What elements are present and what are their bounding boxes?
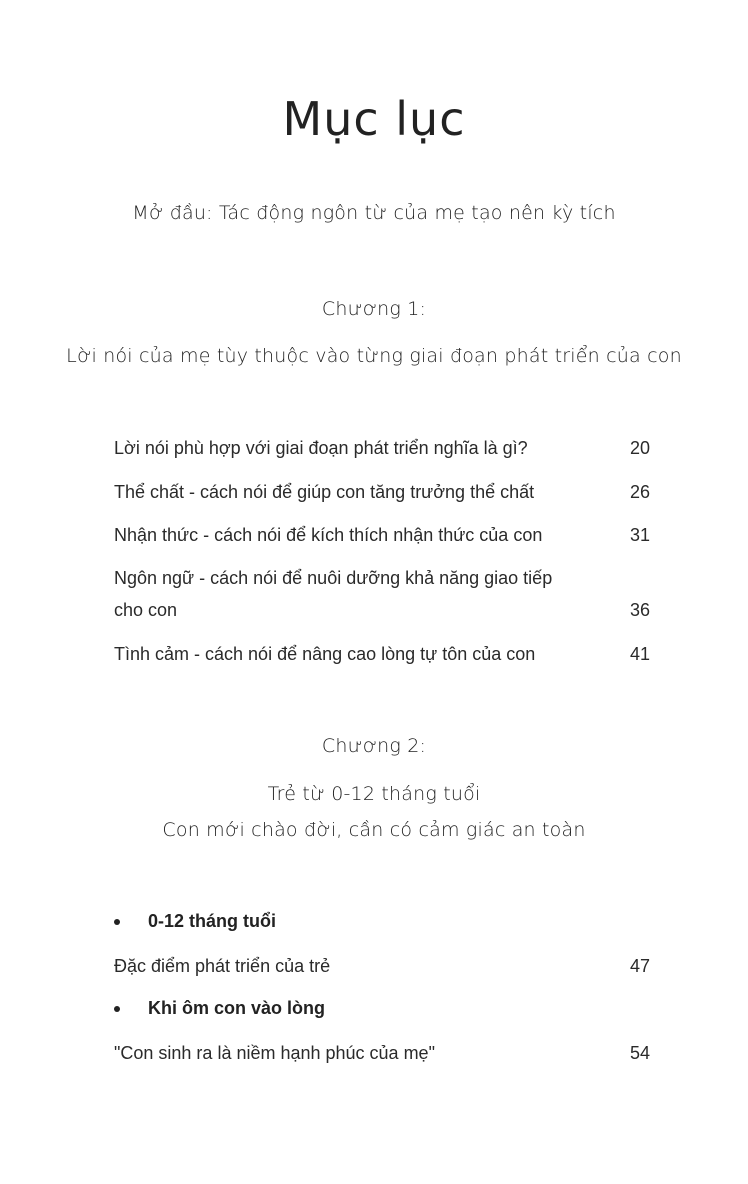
toc-entry-page: 47 (629, 956, 650, 976)
chapter1-label: Chương 1: (321, 298, 427, 320)
toc-entry[interactable] (114, 432, 650, 464)
section-heading-text: 0-12 tháng tuổi (148, 911, 277, 931)
toc-entry[interactable] (114, 476, 650, 508)
bullet-icon (114, 1006, 120, 1012)
toc-entry[interactable] (114, 950, 650, 982)
page-title: Mục lục (282, 92, 466, 146)
toc-entry-page: 26 (629, 482, 650, 502)
toc-entry-text-line2: cho con (114, 600, 178, 620)
toc-entry-page: 20 (629, 438, 650, 458)
toc-entry[interactable] (114, 638, 650, 670)
section-heading (114, 911, 276, 932)
chapter2-label: Chương 2: (321, 735, 427, 757)
toc-entry[interactable] (114, 562, 650, 626)
toc-entry-text-line1: Ngôn ngữ - cách nói để nuôi dưỡng khả năng giao tiếp (114, 568, 553, 588)
chapter1-subtitle: Lời nói của mẹ tùy thuộc vào từng giai đoạn phát triển của con (66, 345, 682, 367)
section-heading (114, 998, 325, 1019)
toc-entry[interactable] (114, 519, 650, 551)
toc-entry-page: 54 (629, 1043, 650, 1063)
intro-entry: Mở đầu: Tác động ngôn từ của mẹ tạo nên kỳ tích (132, 202, 616, 224)
chapter2-subtitle-line1: Trẻ từ 0-12 tháng tuổi (267, 783, 481, 805)
toc-entry-text: "Con sinh ra là niềm hạnh phúc của mẹ" (114, 1043, 435, 1063)
toc-entry-text: Tình cảm - cách nói để nâng cao lòng tự tôn của con (114, 644, 536, 664)
toc-entry-text: Lời nói phù hợp với giai đoạn phát triển nghĩa là gì? (114, 438, 528, 458)
toc-entry[interactable] (114, 1037, 650, 1069)
section-heading-text: Khi ôm con vào lòng (148, 998, 326, 1018)
toc-entry-page: 36 (629, 600, 650, 620)
bullet-icon (114, 919, 120, 925)
toc-entry-text: Nhận thức - cách nói để kích thích nhận thức của con (114, 525, 543, 545)
toc-entry-page: 31 (629, 525, 650, 545)
toc-entry-text: Đặc điểm phát triển của trẻ (114, 956, 331, 976)
toc-entry-page: 41 (629, 644, 650, 664)
chapter2-subtitle-line2: Con mới chào đời, cần có cảm giác an toàn (162, 819, 586, 841)
toc-entry-text: Thể chất - cách nói để giúp con tăng trưởng thể chất (114, 482, 535, 502)
